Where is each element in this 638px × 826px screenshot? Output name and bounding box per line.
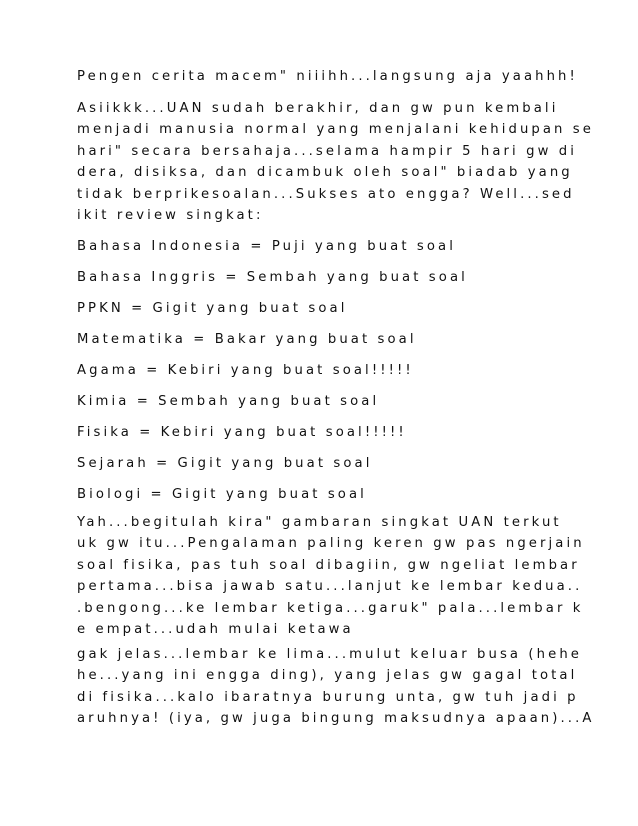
review-item: Bahasa Indonesia = Puji yang buat soal xyxy=(77,239,456,254)
paragraph-line: hari" secara bersahaja...selama hampir 5 hari gw di xyxy=(77,143,577,159)
review-item: Bahasa Inggris = Sembah yang buat soal xyxy=(77,270,468,285)
paragraph-line: menjadi manusia normal yang menjalani kehidupan se xyxy=(77,122,594,138)
paragraph-line: di fisika...kalo ibaratnya burung unta, gw tuh jadi p xyxy=(77,689,579,705)
review-item: Sejarah = Gigit yang buat soal xyxy=(77,456,373,471)
review-item: Biologi = Gigit yang buat soal xyxy=(77,487,367,502)
paragraph-line: Asiikkk...UAN sudah berakhir, dan gw pun kembali xyxy=(77,101,559,116)
paragraph-line: aruhnya! (iya, gw juga bingung maksudnya apaan)...A xyxy=(77,711,595,727)
paragraph-line: dera, disiksa, dan dicambuk oleh soal" biadab yang xyxy=(77,165,573,181)
intro-line: Pengen cerita macem" niiihh...langsung aja yaahhh! xyxy=(77,69,578,84)
paragraph-story xyxy=(77,512,585,640)
review-item: Fisika = Kebiri yang buat soal!!!!! xyxy=(77,425,407,440)
review-item: PPKN = Gigit yang buat soal xyxy=(77,301,348,316)
paragraph-line: uk gw itu...Pengalaman paling keren gw pas ngerjain xyxy=(77,536,585,552)
paragraph-line: tidak berprikesoalan...Sukses ato engga? Well...sed xyxy=(77,186,575,202)
paragraph-line: ikit review singkat: xyxy=(77,207,264,223)
paragraph-line: gak jelas...lembar ke lima...mulut keluar busa (hehe xyxy=(77,647,582,662)
review-item: Matematika = Bakar yang buat soal xyxy=(77,332,417,347)
review-item: Kimia = Sembah yang buat soal xyxy=(77,394,380,409)
paragraph-line: e empat...udah mulai ketawa xyxy=(77,621,354,637)
paragraph-opening xyxy=(77,98,594,226)
paragraph-continuation xyxy=(77,644,595,730)
paragraph-line: .bengong...ke lembar ketiga...garuk" pala...lembar k xyxy=(77,600,584,616)
review-item: Agama = Kebiri yang buat soal!!!!! xyxy=(77,363,414,378)
paragraph-line: Yah...begitulah kira" gambaran singkat UAN terkut xyxy=(77,515,562,530)
paragraph-line: pertama...bisa jawab satu...lanjut ke lembar kedua.. xyxy=(77,579,583,595)
paragraph-line: he...yang ini engga ding), yang jelas gw gagal total xyxy=(77,668,578,684)
paragraph-line: soal fisika, pas tuh soal dibagiin, gw ngeliat lembar xyxy=(77,557,580,573)
